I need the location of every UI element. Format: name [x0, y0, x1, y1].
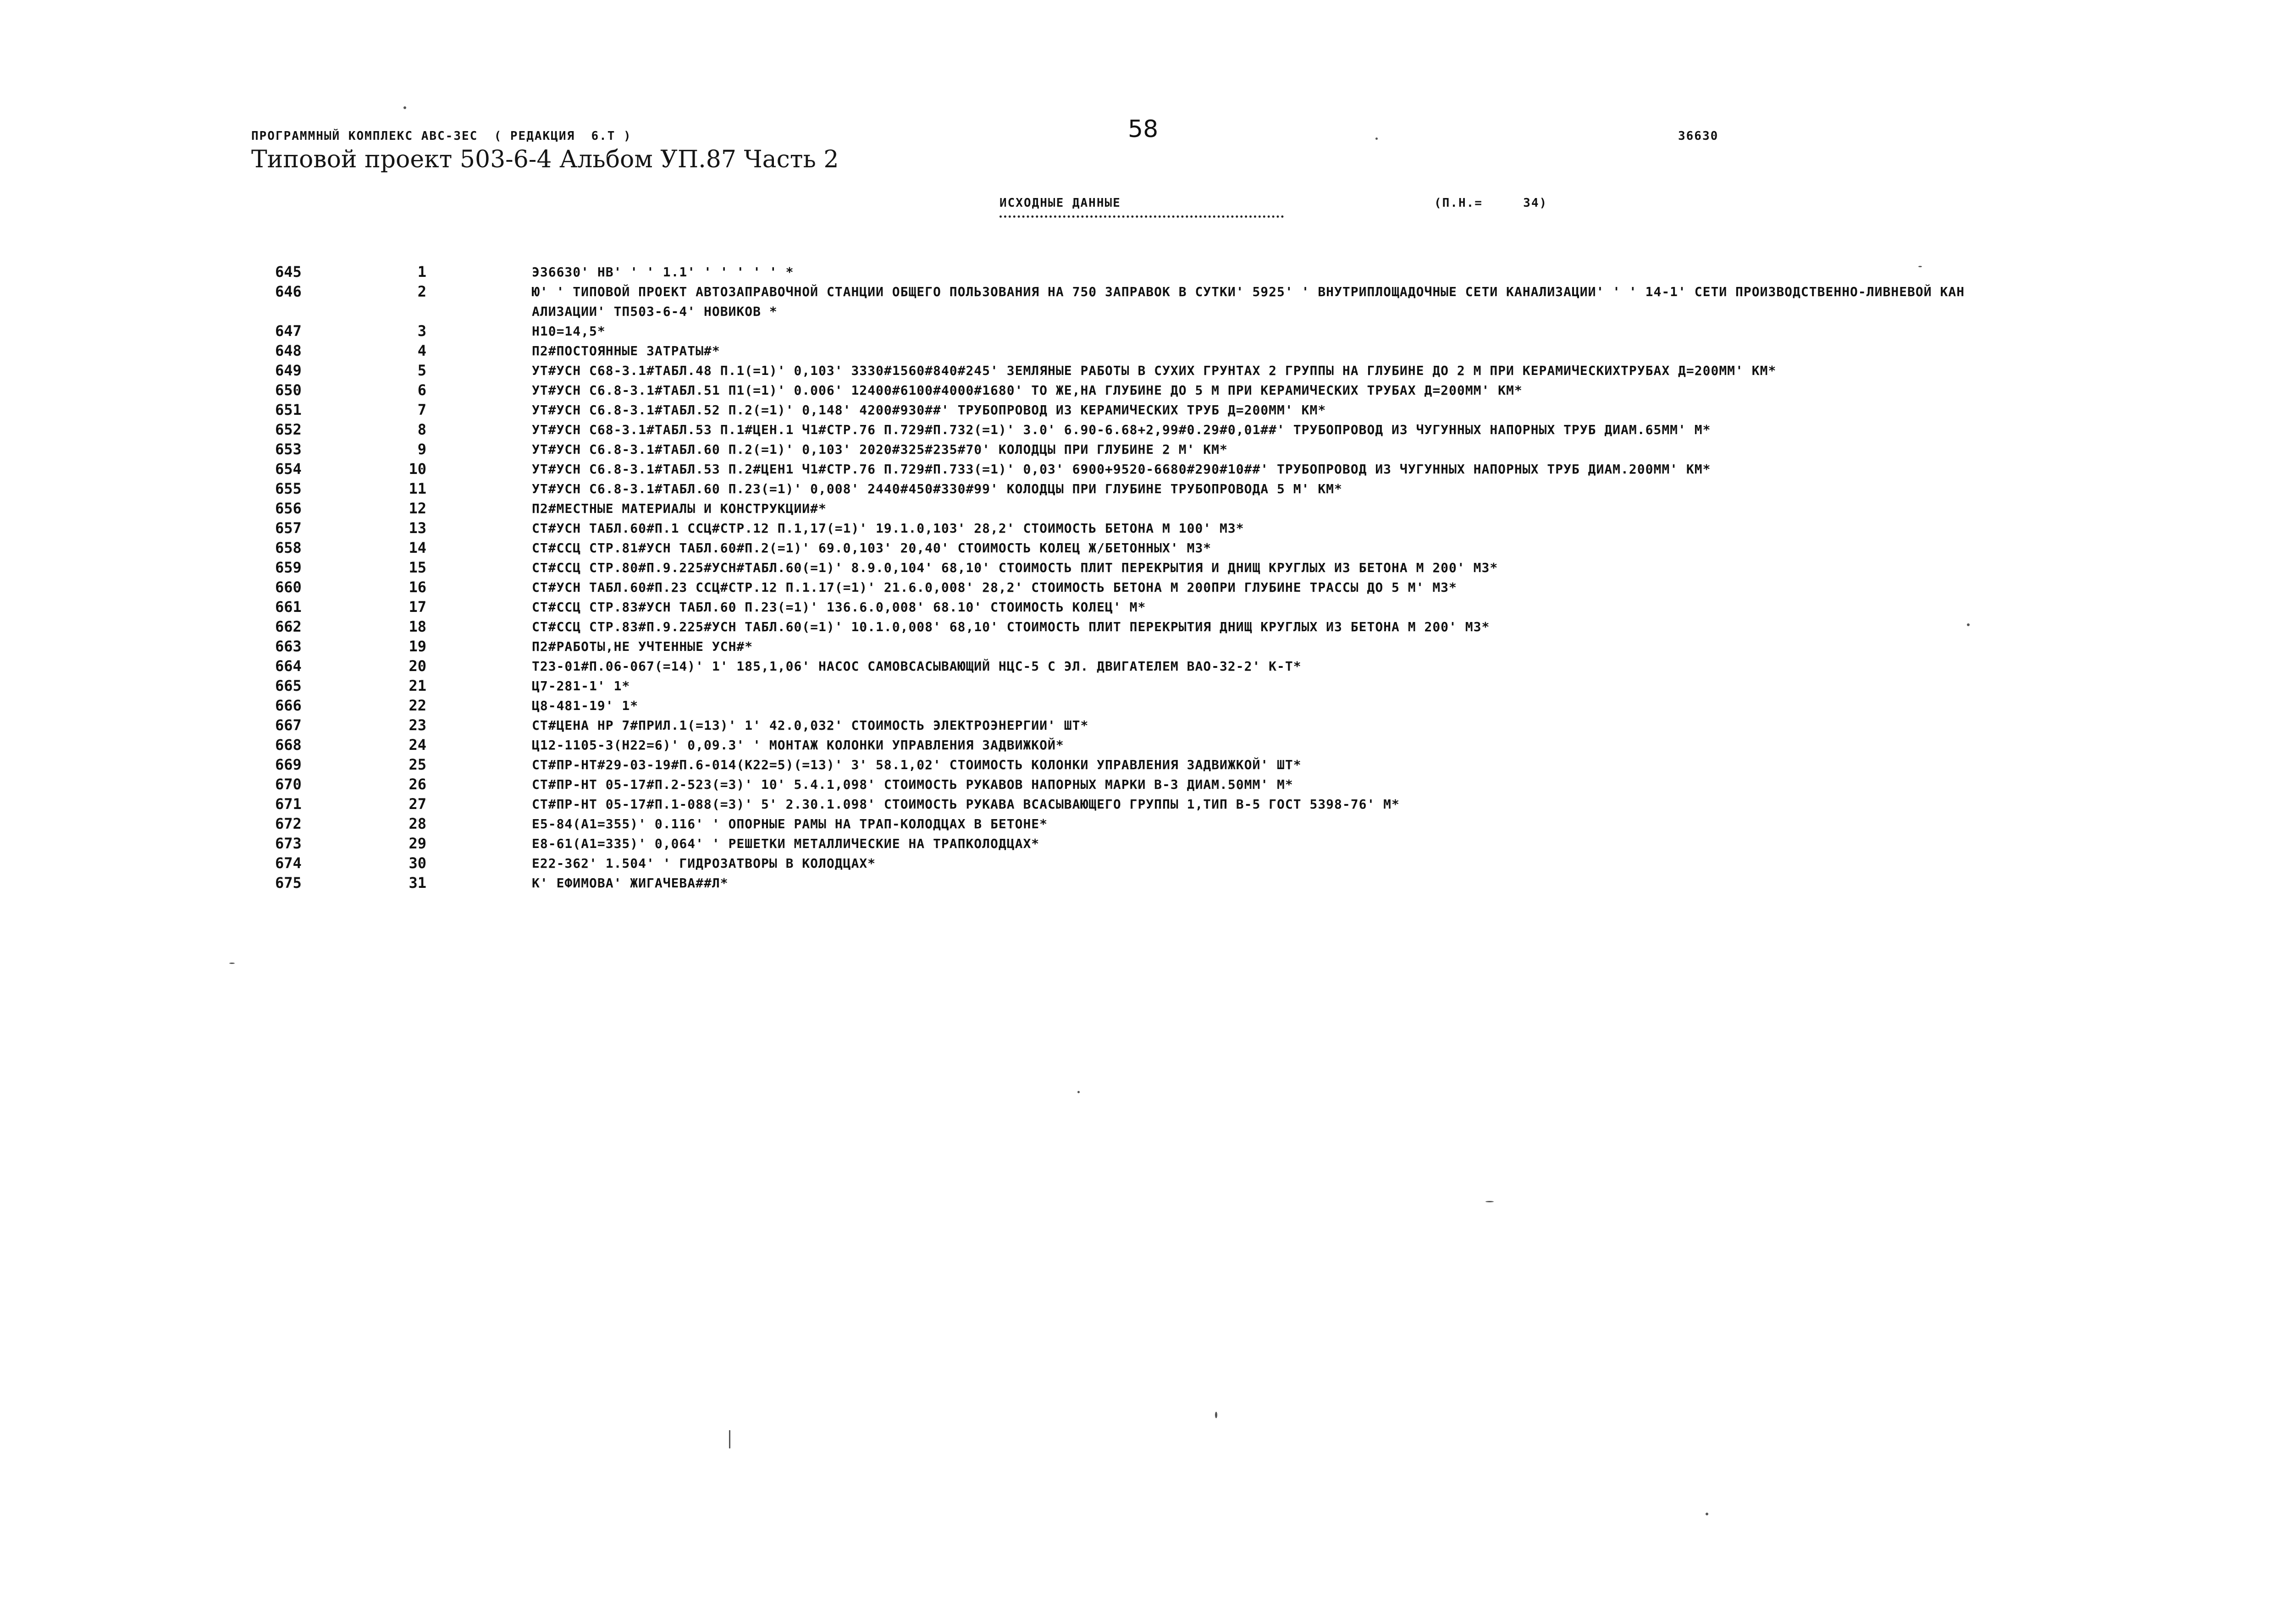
listing-row: [0, 853, 2275, 873]
record-text: П2#РАБОТЫ,НЕ УЧТЕННЫЕ УСН#*: [532, 639, 753, 654]
listing-row: [0, 716, 2275, 735]
scan-speck: [229, 963, 235, 964]
line-number: 666: [275, 697, 302, 714]
record-text: СТ#ПР-НТ#29-03-19#П.6-014(К22=5)(=13)' 3' 58.1,02' СТОИМОСТЬ КОЛОНКИ УПРАВЛЕНИЯ ЗАДВИЖКОЙ' ШТ*: [532, 757, 1302, 772]
page-number: 58: [1128, 116, 1159, 143]
record-text: П2#ПОСТОЯННЫЕ ЗАТРАТЫ#*: [532, 343, 720, 358]
record-text: СТ#ССЦ СТР.81#УСН ТАБЛ.60#П.2(=1)' 69.0,103' 20,40' СТОИМОСТЬ КОЛЕЦ Ж/БЕТОННЫХ' М3*: [532, 540, 1212, 556]
record-text: Ц7-281-1' 1*: [532, 678, 630, 694]
record-number: 30: [409, 854, 426, 872]
record-number: 23: [409, 716, 426, 734]
data-listing: [0, 262, 2275, 893]
listing-row: [0, 420, 2275, 440]
listing-row: [0, 775, 2275, 794]
scan-speck: [1077, 1091, 1080, 1093]
line-number: 670: [275, 776, 302, 793]
scan-speck: [729, 1430, 730, 1448]
record-text: СТ#ССЦ СТР.80#П.9.225#УСН#ТАБЛ.60(=1)' 8.9.0,104' 68,10' СТОИМОСТЬ ПЛИТ ПЕРЕКРЫТИЯ И ДНИЩ КРУГЛЫХ ИЗ БЕТОНА М 200' М3*: [532, 560, 1498, 575]
line-number: 654: [275, 460, 302, 478]
listing-row: [0, 873, 2275, 893]
scan-speck: [1918, 266, 1922, 267]
record-number: 2: [417, 283, 426, 300]
line-number: 651: [275, 401, 302, 418]
record-number: 19: [409, 638, 426, 655]
scan-speck: [403, 106, 406, 109]
program-header: ПРОГРАММНЫЙ КОМПЛЕКС АВС-ЗЕС ( РЕДАКЦИЯ 6.Т ): [251, 129, 632, 143]
record-number: 1: [417, 263, 426, 281]
line-number: 653: [275, 440, 302, 458]
line-number: 675: [275, 874, 302, 892]
listing-row: [0, 380, 2275, 400]
record-text: УТ#УСН С6.8-3.1#ТАБЛ.53 П.2#ЦЕН1 Ч1#СТР.76 П.729#П.733(=1)' 0,03' 6900+9520-6680#290#10##' ТРУБОПРОВОД ИЗ ЧУГУННЫХ НАПОРНЫХ ТРУБ ДИАМ.200ММ' КМ*: [532, 462, 1711, 477]
record-number: 18: [409, 618, 426, 635]
record-number: 5: [417, 362, 426, 379]
listing-row: [0, 755, 2275, 775]
scan-speck: [1706, 1513, 1708, 1515]
listing-row: [0, 597, 2275, 617]
record-text: Э36630' НВ' ' ' 1.1' ' ' ' ' ' *: [532, 264, 794, 280]
line-number: 655: [275, 480, 302, 497]
record-number: 6: [417, 381, 426, 399]
record-text: Е5-84(А1=355)' 0.116' ' ОПОРНЫЕ РАМЫ НА ТРАП-КОЛОДЦАХ В БЕТОНЕ*: [532, 816, 1048, 831]
record-number: 24: [409, 736, 426, 754]
line-number: 667: [275, 716, 302, 734]
record-text: УТ#УСН С6.8-3.1#ТАБЛ.60 П.23(=1)' 0,008' 2440#450#330#99' КОЛОДЦЫ ПРИ ГЛУБИНЕ ТРУБОПРОВОДА 5 М' КМ*: [532, 481, 1342, 496]
record-number: 9: [417, 440, 426, 458]
record-number: 4: [417, 342, 426, 359]
line-number: 659: [275, 559, 302, 576]
record-number: 3: [417, 322, 426, 340]
record-text: Е8-61(А1=335)' 0,064' ' РЕШЕТКИ МЕТАЛЛИЧЕСКИЕ НА ТРАПКОЛОДЦАХ*: [532, 836, 1040, 851]
record-number: 17: [409, 598, 426, 616]
record-text: СТ#ПР-НТ 05-17#П.2-523(=3)' 10' 5.4.1,098' СТОИМОСТЬ РУКАВОВ НАПОРНЫХ МАРКИ В-3 ДИАМ.50ММ' М*: [532, 777, 1293, 792]
record-text: СТ#ССЦ СТР.83#П.9.225#УСН ТАБЛ.60(=1)' 10.1.0,008' 68,10' СТОИМОСТЬ ПЛИТ ПЕРЕКРЫТИЯ ДНИЩ КРУГЛЫХ ИЗ БЕТОНА М 200' М3*: [532, 619, 1490, 634]
line-number: 662: [275, 618, 302, 635]
listing-row: [0, 834, 2275, 853]
listing-row: [0, 262, 2275, 282]
line-number: 658: [275, 539, 302, 556]
line-number: 650: [275, 381, 302, 399]
section-title-underline: [999, 215, 1284, 218]
record-text: Е22-362' 1.504' ' ГИДРОЗАТВОРЫ В КОЛОДЦАХ*: [532, 856, 876, 871]
line-number: 647: [275, 322, 302, 340]
record-number: 21: [409, 677, 426, 694]
record-number: 8: [417, 421, 426, 438]
line-number: 673: [275, 835, 302, 852]
record-number: 28: [409, 815, 426, 832]
record-number: 20: [409, 657, 426, 675]
listing-row: [0, 361, 2275, 380]
record-text: СТ#УСН ТАБЛ.60#П.1 ССЦ#СТР.12 П.1,17(=1)' 19.1.0,103' 28,2' СТОИМОСТЬ БЕТОНА М 100' М3*: [532, 521, 1244, 536]
record-number: 22: [409, 697, 426, 714]
line-number: 646: [275, 283, 302, 300]
record-text: УТ#УСН С6.8-3.1#ТАБЛ.60 П.2(=1)' 0,103' 2020#325#235#70' КОЛОДЦЫ ПРИ ГЛУБИНЕ 2 М' КМ*: [532, 442, 1228, 457]
line-number: 665: [275, 677, 302, 694]
record-text: Н10=14,5*: [532, 324, 606, 339]
listing-row: [0, 617, 2275, 637]
record-text: П2#МЕСТНЫЕ МАТЕРИАЛЫ И КОНСТРУКЦИИ#*: [532, 501, 827, 516]
record-text: УТ#УСН С6.8-3.1#ТАБЛ.52 П.2(=1)' 0,148' 4200#930##' ТРУБОПРОВОД ИЗ КЕРАМИЧЕСКИХ ТРУБ Д=200ММ' КМ*: [532, 402, 1326, 418]
record-text: СТ#ССЦ СТР.83#УСН ТАБЛ.60 П.23(=1)' 136.6.0,008' 68.10' СТОИМОСТЬ КОЛЕЦ' М*: [532, 600, 1146, 615]
document-number: 36630: [1678, 129, 1719, 143]
line-number: 648: [275, 342, 302, 359]
scan-speck: [1215, 1412, 1217, 1418]
line-number: 649: [275, 362, 302, 379]
scan-speck: [1485, 1201, 1494, 1202]
record-text: Т23-01#П.06-067(=14)' 1' 185,1,06' НАСОС САМОВСАСЫВАЮЩИЙ НЦС-5 С ЭЛ. ДВИГАТЕЛЕМ ВАО-32-2' К-Т*: [532, 659, 1302, 674]
record-text: УТ#УСН С68-3.1#ТАБЛ.48 П.1(=1)' 0,103' 3330#1560#840#245' ЗЕМЛЯНЫЕ РАБОТЫ В СУХИХ ГРУНТАХ 2 ГРУППЫ НА ГЛУБИНЕ ДО 2 М ПРИ КЕРАМИЧЕСКИХТРУБАХ Д=200ММ' КМ*: [532, 363, 1777, 378]
record-number: 31: [409, 874, 426, 892]
record-number: 26: [409, 776, 426, 793]
line-number: 661: [275, 598, 302, 616]
listing-row: [0, 794, 2275, 814]
record-number: 29: [409, 835, 426, 852]
line-number: 668: [275, 736, 302, 754]
listing-row: [0, 341, 2275, 361]
listing-row: [0, 696, 2275, 716]
record-text: К' ЕФИМОВА' ЖИГАЧЕВА##Л*: [532, 875, 729, 891]
listing-row: [0, 321, 2275, 341]
line-number: 663: [275, 638, 302, 655]
record-number: 12: [409, 500, 426, 517]
line-number: 664: [275, 657, 302, 675]
listing-row: [0, 499, 2275, 518]
scan-speck: [1375, 138, 1378, 140]
listing-row: [0, 814, 2275, 834]
project-title: Типовой проект 503-6-4 Альбом УП.87 Часть 2: [251, 146, 839, 173]
line-number: 671: [275, 795, 302, 813]
record-number: 13: [409, 519, 426, 537]
line-number: 645: [275, 263, 302, 281]
record-text: Ц8-481-19' 1*: [532, 698, 639, 713]
record-number: 16: [409, 578, 426, 596]
listing-row: [0, 735, 2275, 755]
record-text: СТ#ПР-НТ 05-17#П.1-088(=3)' 5' 2.30.1.098' СТОИМОСТЬ РУКАВА ВСАСЫВАЮЩЕГО ГРУППЫ 1,ТИП В-5 ГОСТ 5398-76' М*: [532, 797, 1400, 812]
line-number: 652: [275, 421, 302, 438]
record-number: 27: [409, 795, 426, 813]
listing-row: [0, 558, 2275, 578]
record-number: 10: [409, 460, 426, 478]
record-text: Ю' ' ТИПОВОЙ ПРОЕКТ АВТОЗАПРАВОЧНОЙ СТАНЦИИ ОБЩЕГО ПОЛЬЗОВАНИЯ НА 750 ЗАПРАВОК В СУТКИ' 5925' ' ВНУТРИПЛОЩАДОЧНЫЕ СЕТИ КАНАЛИЗАЦИИ' ' ' 14-1' СЕТИ ПРОИЗВОДСТВЕННО-ЛИВНЕВОЙ КАНАЛИЗАЦИИ' ТП503-6-4' НОВИКОВ *: [532, 284, 1965, 319]
listing-row: [0, 637, 2275, 656]
line-number: 660: [275, 578, 302, 596]
line-number: 674: [275, 854, 302, 872]
listing-row: [0, 518, 2275, 538]
listing-row: [0, 656, 2275, 676]
section-page-counter: (П.Н.= 34): [1434, 196, 1548, 210]
record-text: УТ#УСН С6.8-3.1#ТАБЛ.51 П1(=1)' 0.006' 12400#6100#4000#1680' ТО ЖЕ,НА ГЛУБИНЕ ДО 5 М ПРИ КЕРАМИЧЕСКИХ ТРУБАХ Д=200ММ' КМ*: [532, 383, 1523, 398]
record-number: 25: [409, 756, 426, 773]
listing-row: [0, 400, 2275, 420]
line-number: 657: [275, 519, 302, 537]
listing-row: [0, 538, 2275, 558]
record-text: СТ#ЦЕНА НР 7#ПРИЛ.1(=13)' 1' 42.0,032' СТОИМОСТЬ ЭЛЕКТРОЭНЕРГИИ' ШТ*: [532, 718, 1089, 733]
line-number: 672: [275, 815, 302, 832]
listing-row: [0, 578, 2275, 597]
scan-speck: [1967, 623, 1970, 626]
line-number: 669: [275, 756, 302, 773]
record-text: СТ#УСН ТАБЛ.60#П.23 ССЦ#СТР.12 П.1.17(=1)' 21.6.0,008' 28,2' СТОИМОСТЬ БЕТОНА М 200ПРИ ГЛУБИНЕ ТРАССЫ ДО 5 М' М3*: [532, 580, 1457, 595]
record-number: 11: [409, 480, 426, 497]
record-number: 14: [409, 539, 426, 556]
record-text: Ц12-1105-3(Н22=6)' 0,09.3' ' МОНТАЖ КОЛОНКИ УПРАВЛЕНИЯ ЗАДВИЖКОЙ*: [532, 738, 1064, 753]
record-number: 15: [409, 559, 426, 576]
listing-row: [0, 282, 2275, 321]
record-text: УТ#УСН С68-3.1#ТАБЛ.53 П.1#ЦЕН.1 Ч1#СТР.76 П.729#П.732(=1)' 3.0' 6.90-6.68+2,99#0.29#0,01##' ТРУБОПРОВОД ИЗ ЧУГУННЫХ НАПОРНЫХ ТРУБ ДИАМ.65ММ' М*: [532, 422, 1711, 437]
listing-row: [0, 459, 2275, 479]
record-number: 7: [417, 401, 426, 418]
listing-row: [0, 676, 2275, 696]
section-title: ИСХОДНЫЕ ДАННЫЕ: [999, 196, 1121, 210]
listing-row: [0, 440, 2275, 459]
listing-row: [0, 479, 2275, 499]
line-number: 656: [275, 500, 302, 517]
